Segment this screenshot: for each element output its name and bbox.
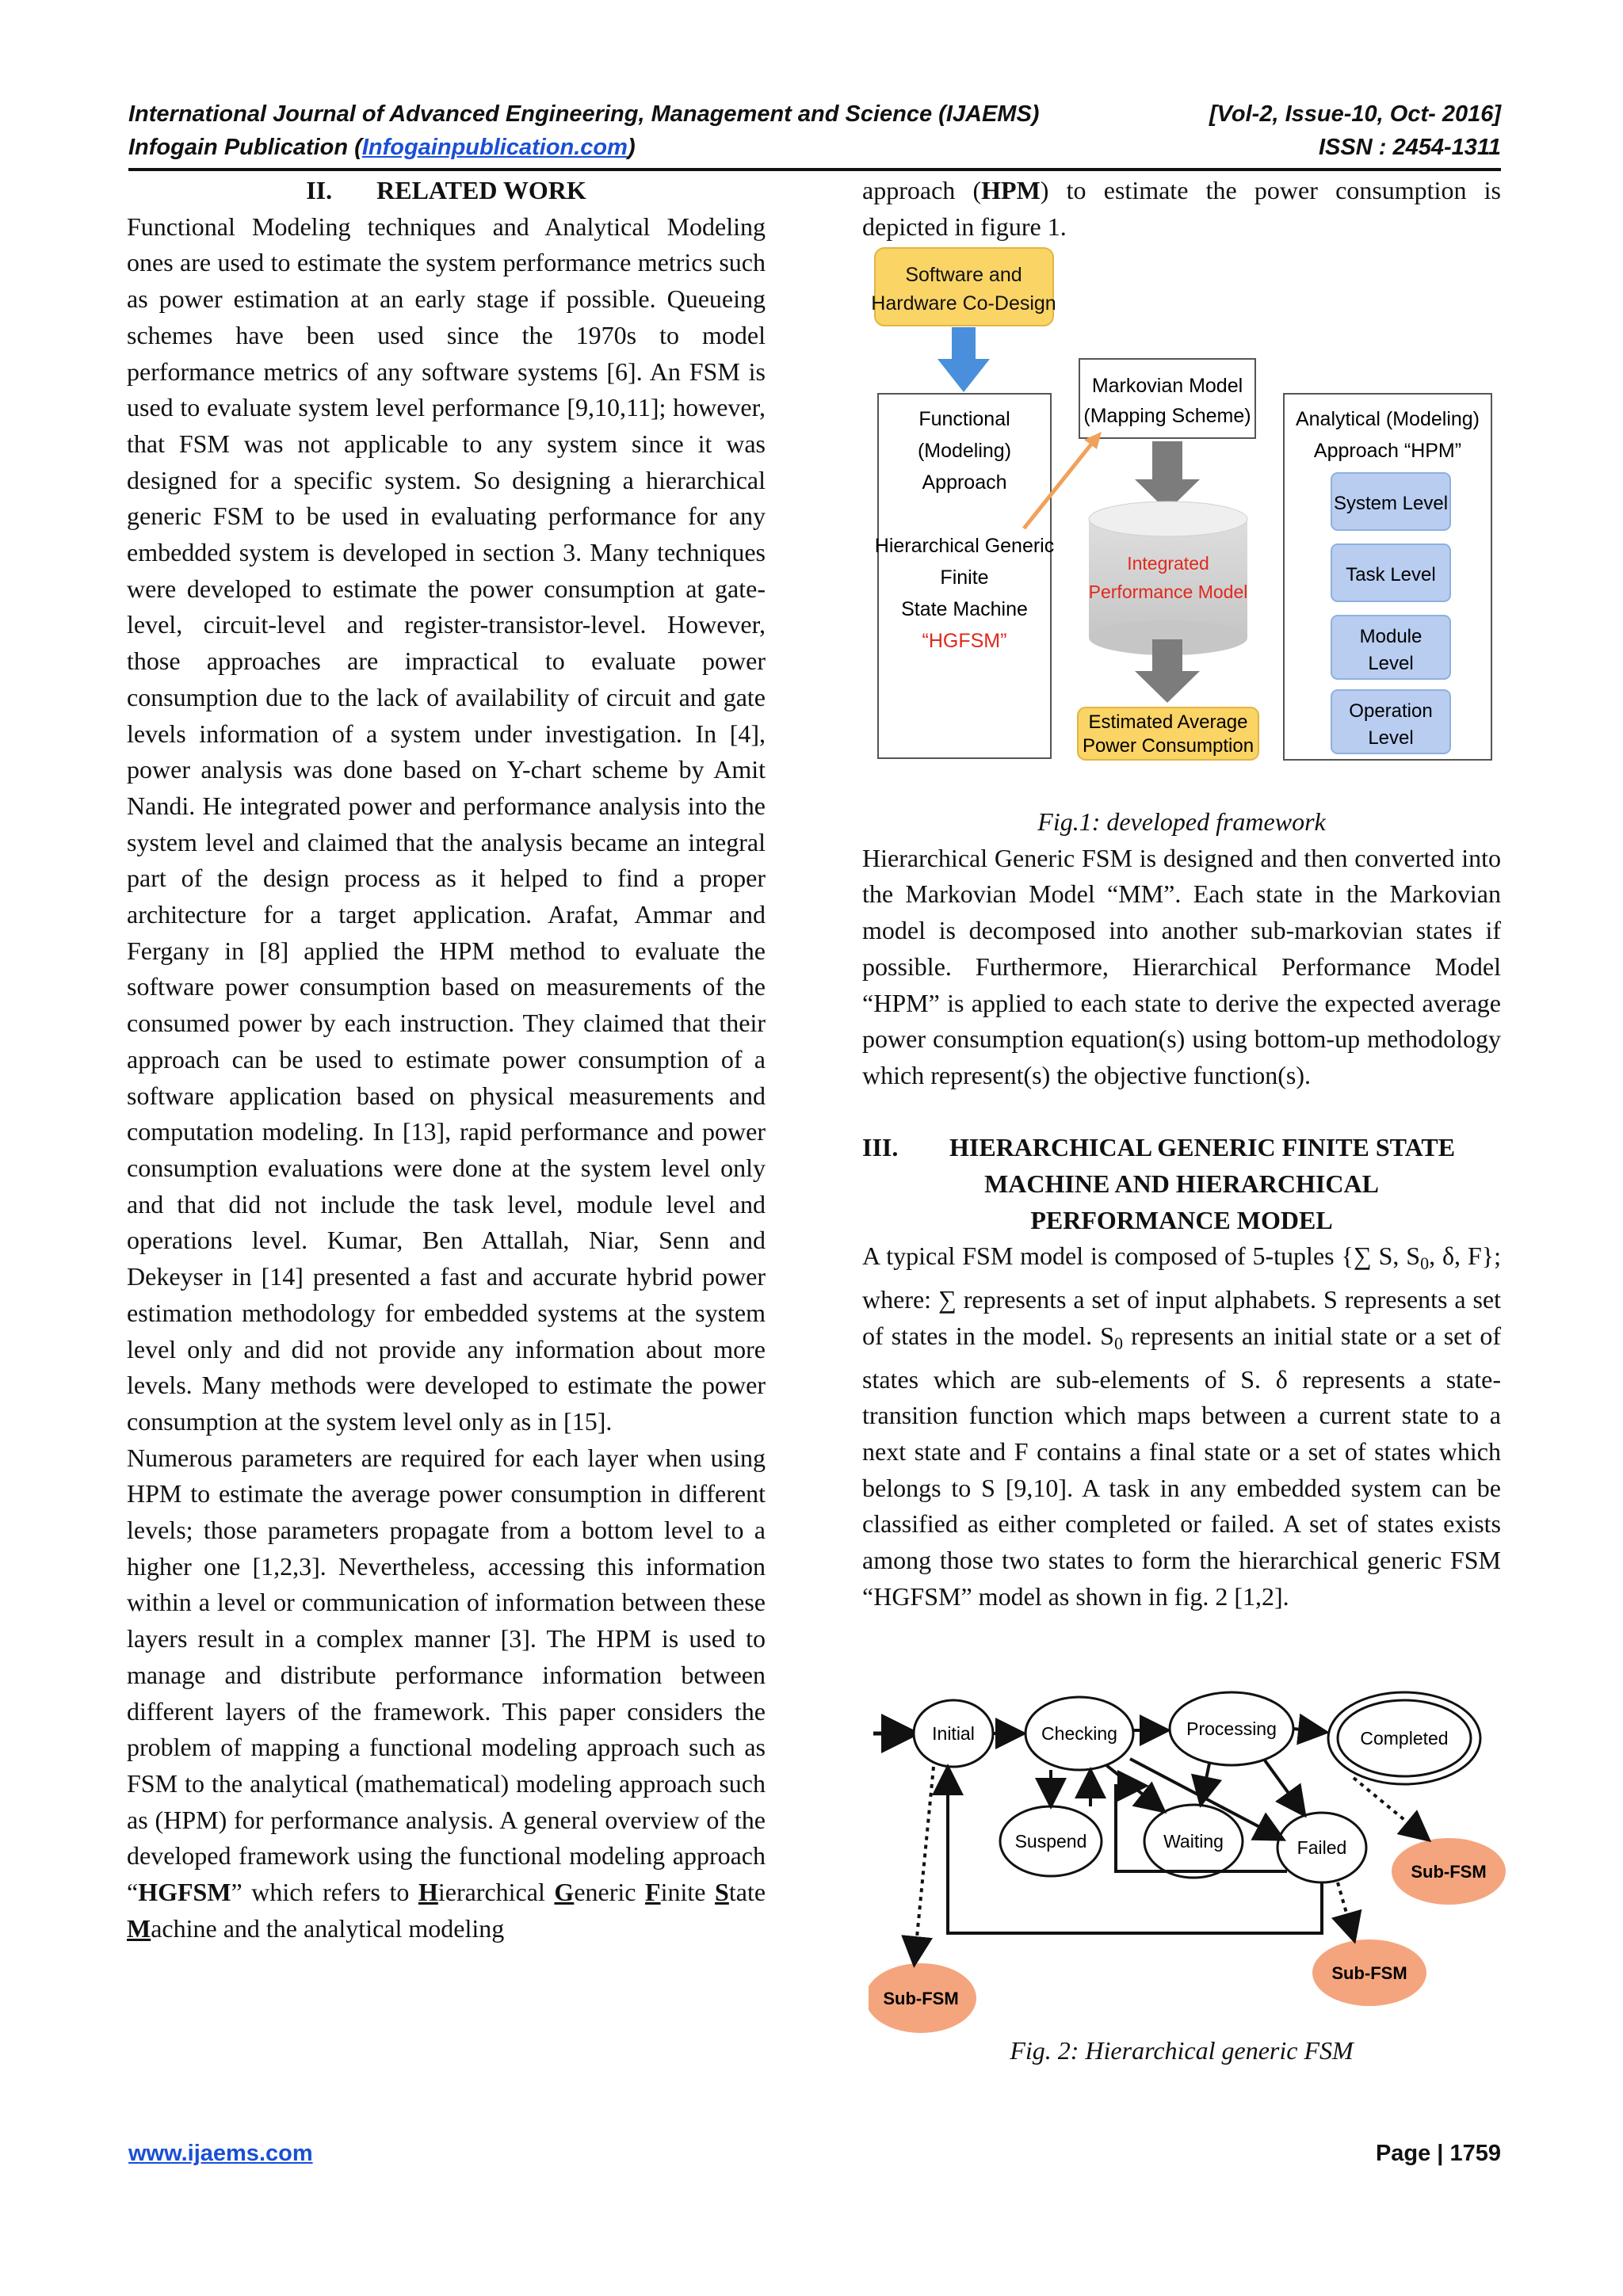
task-level-label: Task Level [1346,564,1436,585]
markovian-label-1: Markovian Model [1091,375,1243,397]
m-rest: achine and the analytical modeling [151,1913,505,1943]
right-column-body [862,804,1501,1615]
integrated-label-1: Integrated [1127,553,1209,574]
fsm-paragraph [862,1238,1501,1615]
state-processing-label: Processing [1186,1718,1277,1739]
sw-hw-label-1: Software and [905,264,1022,286]
s-rest: tate [728,1878,766,1907]
integrated-performance-cylinder [1089,502,1247,655]
section-heading-hgfsm [862,1130,1501,1166]
operation-level-label-2: Level [1368,727,1414,749]
journal-header [128,98,1501,130]
issn: ISSN : 2454-1311 [1319,135,1501,160]
para2-text: Numerous parameters are required for each layer when using HPM to estimate the average power consumption in different levels; those parameters propagate from a bottom level to a higher one [1,2,3]. Nevertheless, accessing this information within a level or communication of information between these layers result in a complex manner [3]. The HPM is used to manage and distribute performance information between different layers of the framework. This paper considers the problem of mapping a functional modeling approach such as FSM to the analytical (mathematical) modeling approach such as (HPM) for performance analysis. A general overview of the developed framework using the functional modeling approach “ [127,1443,766,1907]
subfsm-right-label: Sub-FSM [1411,1862,1487,1882]
module-level-label-1: Module [1359,626,1423,647]
operation-level-label-1: Operation [1349,700,1433,722]
publisher-prefix: Infogain Publication ( [128,135,362,160]
hgfsm-label-4: “HGFSM” [922,630,1007,652]
hgfsm-label-2: Finite [940,566,989,589]
publisher-header [128,132,1501,163]
analytical-label-1: Analytical (Modeling) [1295,408,1480,430]
hgfsm-term: HGFSM [138,1878,231,1907]
section3-title-1: HIERARCHICAL GENERIC FINITE STATE [949,1133,1456,1162]
dotted-failed-subfsm [1338,1882,1354,1938]
m-letter: M [127,1913,151,1943]
markovian-label-2: (Mapping Scheme) [1083,405,1251,427]
state-failed-label: Failed [1296,1837,1347,1858]
f-rest: inite [660,1878,716,1907]
estimated-label-1: Estimated Average [1088,711,1248,733]
publisher-link[interactable]: Infogainpublication.com [361,135,628,160]
section3-number: III. [862,1133,899,1162]
g-rest: eneric [574,1878,636,1907]
hgfsm-label-1: Hierarchical Generic [874,535,1055,557]
intro-post: ) to estimate the power consumption is depicted in figure 1. [862,176,1501,241]
intro-pre: approach ( [862,176,982,204]
state-waiting-label: Waiting [1163,1831,1224,1852]
state-completed-label: Completed [1360,1728,1449,1749]
s-letter: S [715,1878,729,1907]
left-column [127,173,766,1947]
figure1-intro [862,173,1501,245]
publisher-suffix: ) [627,135,636,160]
functional-label-1: Functional [918,408,1010,430]
subscript-0: 0 [1420,1253,1430,1274]
related-work-paragraph-1: Functional Modeling techniques and Analytical Modeling ones are used to estimate the system performance metrics such as power estimation at an early stage if possible. Queueing schemes have been used since the 1970s to model performance metrics of any software systems [6]. An FSM is used to evaluate system level performance [9,10,11]; however, that FSM was not applicable to any system since it was designed for a specific system. So designing a hierarchical generic FSM to be used in evaluating performance for any embedded system is developed in section 3. Many techniques were developed to estimate the power consumption at gate-level, circuit-level and register-transistor-level. However, those approaches are impractical to evaluate power consumption due to the lack of availability of circuit and gate levels information of a system under investigation. In [4], power analysis was done based on Y-chart scheme by Amit Nandi. He integrated power and performance analysis into the system level and claimed that the analysis became an integral part of the design process as it helped to find a proper architecture for a target application. Arafat, Ammar and Fergany in [8] applied the HPM method to evaluate the software power consumption based on measurements of the consumed power by each instruction. They claimed that their approach can be used to estimate power consumption of a software application based on physical measurements and computation modeling. In [13], rapid performance and power consumption evaluations were done at the system level only and that did not include the task level, module level and operations level. Kumar, Ben Attallah, Niar, Senn and Dekeyser in [14] presented a fast and accurate hybrid power estimation methodology for embedded systems at the system level only and did not provide any information about more levels. Many methods were developed to estimate the power consumption at the system level only as in [15]. [127,212,766,1436]
subfsm-bottom-right-label: Sub-FSM [1331,1963,1407,1983]
related-work-paragraph-2 [127,1440,766,1947]
section-heading-related-work [127,173,766,209]
section-title: RELATED WORK [376,176,586,204]
section-number: II. [306,176,333,204]
fsm-text-1: A typical FSM model is composed of 5-tuples {∑ S, S [862,1241,1421,1271]
journal-title: International Journal of Advanced Engineering, Management and Science (IJAEMS) [128,101,1040,127]
dotted-initial-subfsm [915,1767,934,1962]
module-level-label-2: Level [1368,653,1414,674]
blue-down-arrow [938,327,990,392]
dotted-completed-subfsm [1354,1778,1426,1838]
figure1-caption: Fig.1: developed framework [1037,807,1326,836]
figure-1-developed-framework [865,242,1499,765]
fsm-text-2: , δ, F}; where: ∑ represents a set of input alphabets. S represents a set of states in the model. S [862,1241,1502,1350]
figure2-caption: Fig. 2: Hierarchical generic FSM [1010,2036,1354,2065]
section3-title-2: MACHINE AND HIERARCHICAL [984,1169,1379,1199]
state-suspend-label: Suspend [1014,1831,1087,1852]
section3-title-3: PERFORMANCE MODEL [1030,1205,1333,1234]
page-footer [128,2141,1501,2167]
markovian-paragraph: Hierarchical Generic FSM is designed and then converted into the Markovian Model “MM”. Each state in the Markovian model is decomposed into another sub-markovian states if possible. Furthermore, Hierarchical Performance Model “HPM” is applied to each state to derive the expected average power consumption equation(s) using bottom-up methodology which represent(s) the objective function(s). [862,843,1501,1089]
edge-processing-completed [1293,1729,1323,1732]
sw-hw-label-2: Hardware Co-Design [871,292,1056,315]
header-rule [128,168,1501,171]
estimated-label-2: Power Consumption [1082,735,1254,757]
h-rest: ierarchical [437,1878,555,1907]
fsm-text-3: represents an initial state or a set of states which are sub-elements of S. δ represents a state-transition function which maps between a current state to a next state and F contains a final state or a set of states which belongs to S [9,10]. A task in any embedded system can be classified as either completed or failed. A set of states exists among those two states to form the hierarchical generic FSM “HGFSM” model as shown in fig. 2 [1,2]. [862,1321,1502,1611]
subscript-0-b: 0 [1113,1333,1123,1353]
system-level-label: System Level [1333,493,1449,514]
grey-arrow-to-integrated [1135,441,1200,511]
page-number: Page | 1759 [1375,2141,1501,2166]
state-checking-label: Checking [1041,1723,1117,1744]
analytical-label-2: Approach “HPM” [1313,440,1462,462]
f-letter: F [645,1878,661,1907]
integrated-label-2: Performance Model [1088,582,1248,602]
hgfsm-label-3: State Machine [901,598,1028,620]
edge-processing-failed [1265,1760,1303,1813]
subfsm-left-label: Sub-FSM [883,1989,959,2008]
figure-2-hierarchical-fsm [869,1672,1526,2036]
h-letter: H [418,1878,438,1907]
g-letter: G [554,1878,575,1907]
functional-label-2: (Modeling) [917,440,1012,462]
right-column-intro [862,173,1501,245]
volume-info: [Vol-2, Issue-10, Oct- 2016] [1209,101,1501,127]
spacer [862,1094,1501,1131]
para2-refers: ” which refers to [231,1878,418,1907]
website-link[interactable]: www.ijaems.com [128,2141,313,2166]
state-initial-label: Initial [932,1723,975,1744]
hpm-term: HPM [981,176,1041,204]
functional-label-3: Approach [922,471,1007,494]
